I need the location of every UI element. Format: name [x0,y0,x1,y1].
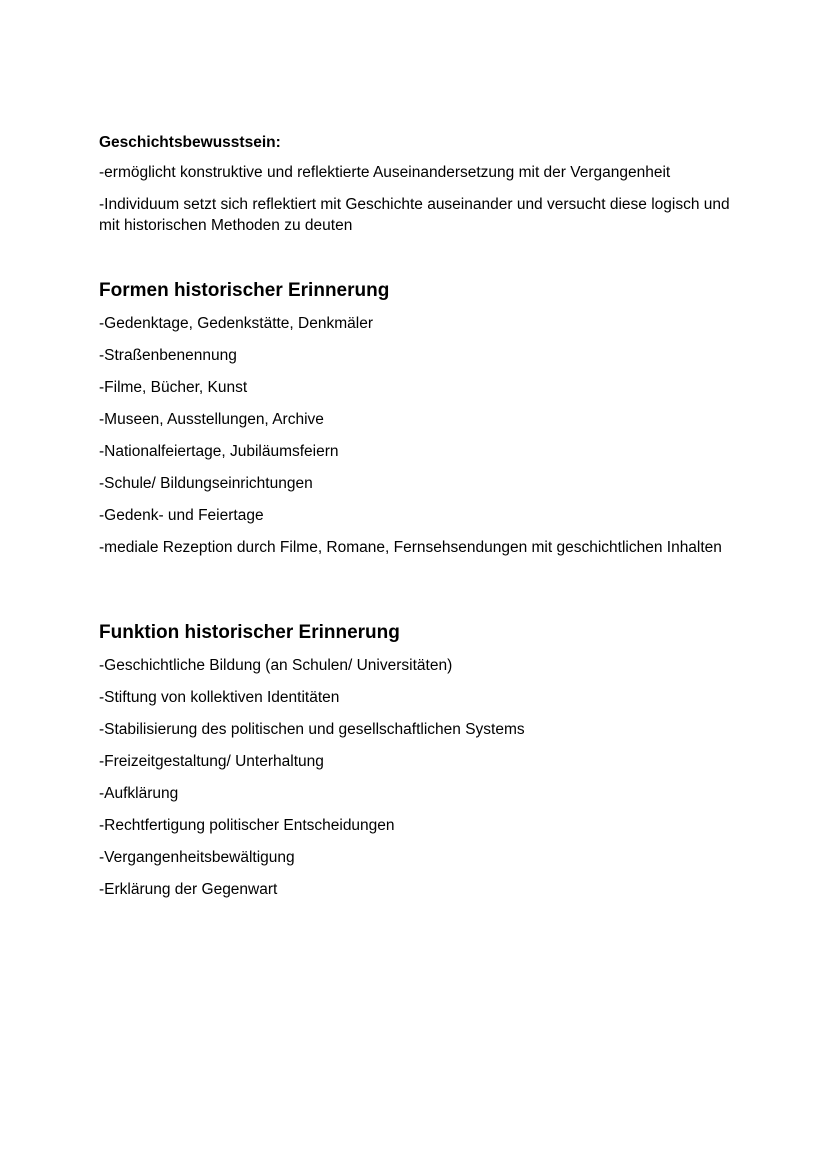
list-item: -Filme, Bücher, Kunst [99,379,248,396]
list-item: -Schule/ Bildungseinrichtungen [99,475,313,492]
list-item: -Freizeitgestaltung/ Unterhaltung [99,753,324,770]
intro-paragraph-1: -ermöglicht konstruktive und reflektierte Auseinandersetzung mit der Vergangenheit [99,164,671,181]
funktion-heading: Funktion historischer Erinnerung [99,622,400,643]
list-item: -Rechtfertigung politischer Entscheidungen [99,817,395,834]
intro-paragraph-2: -Individuum setzt sich reflektiert mit Geschichte auseinander und versucht diese logisch und mit historischen Methoden zu deuten [99,196,730,234]
list-item: -Gedenk- und Feiertage [99,507,264,524]
list-item: -Museen, Ausstellungen, Archive [99,411,324,428]
list-item: -Erklärung der Gegenwart [99,881,278,898]
formen-heading: Formen historischer Erinnerung [99,280,390,301]
formen-list [99,313,739,569]
list-item: -Aufklärung [99,785,179,802]
list-item: -Nationalfeiertage, Jubiläumsfeiern [99,443,339,460]
list-item: -Gedenktage, Gedenkstätte, Denkmäler [99,315,373,332]
intro-heading: Geschichtsbewusstsein: [99,134,281,151]
list-item: -Straßenbenennung [99,347,237,364]
list-item: -Geschichtliche Bildung (an Schulen/ Universitäten) [99,657,453,674]
list-item: -Stabilisierung des politischen und gesellschaftlichen Systems [99,721,525,738]
funktion-list [99,655,739,911]
list-item: -Vergangenheitsbewältigung [99,849,295,866]
list-item: -Stiftung von kollektiven Identitäten [99,689,340,706]
list-item: -mediale Rezeption durch Filme, Romane, Fernsehsendungen mit geschichtlichen Inhalten [99,539,722,556]
